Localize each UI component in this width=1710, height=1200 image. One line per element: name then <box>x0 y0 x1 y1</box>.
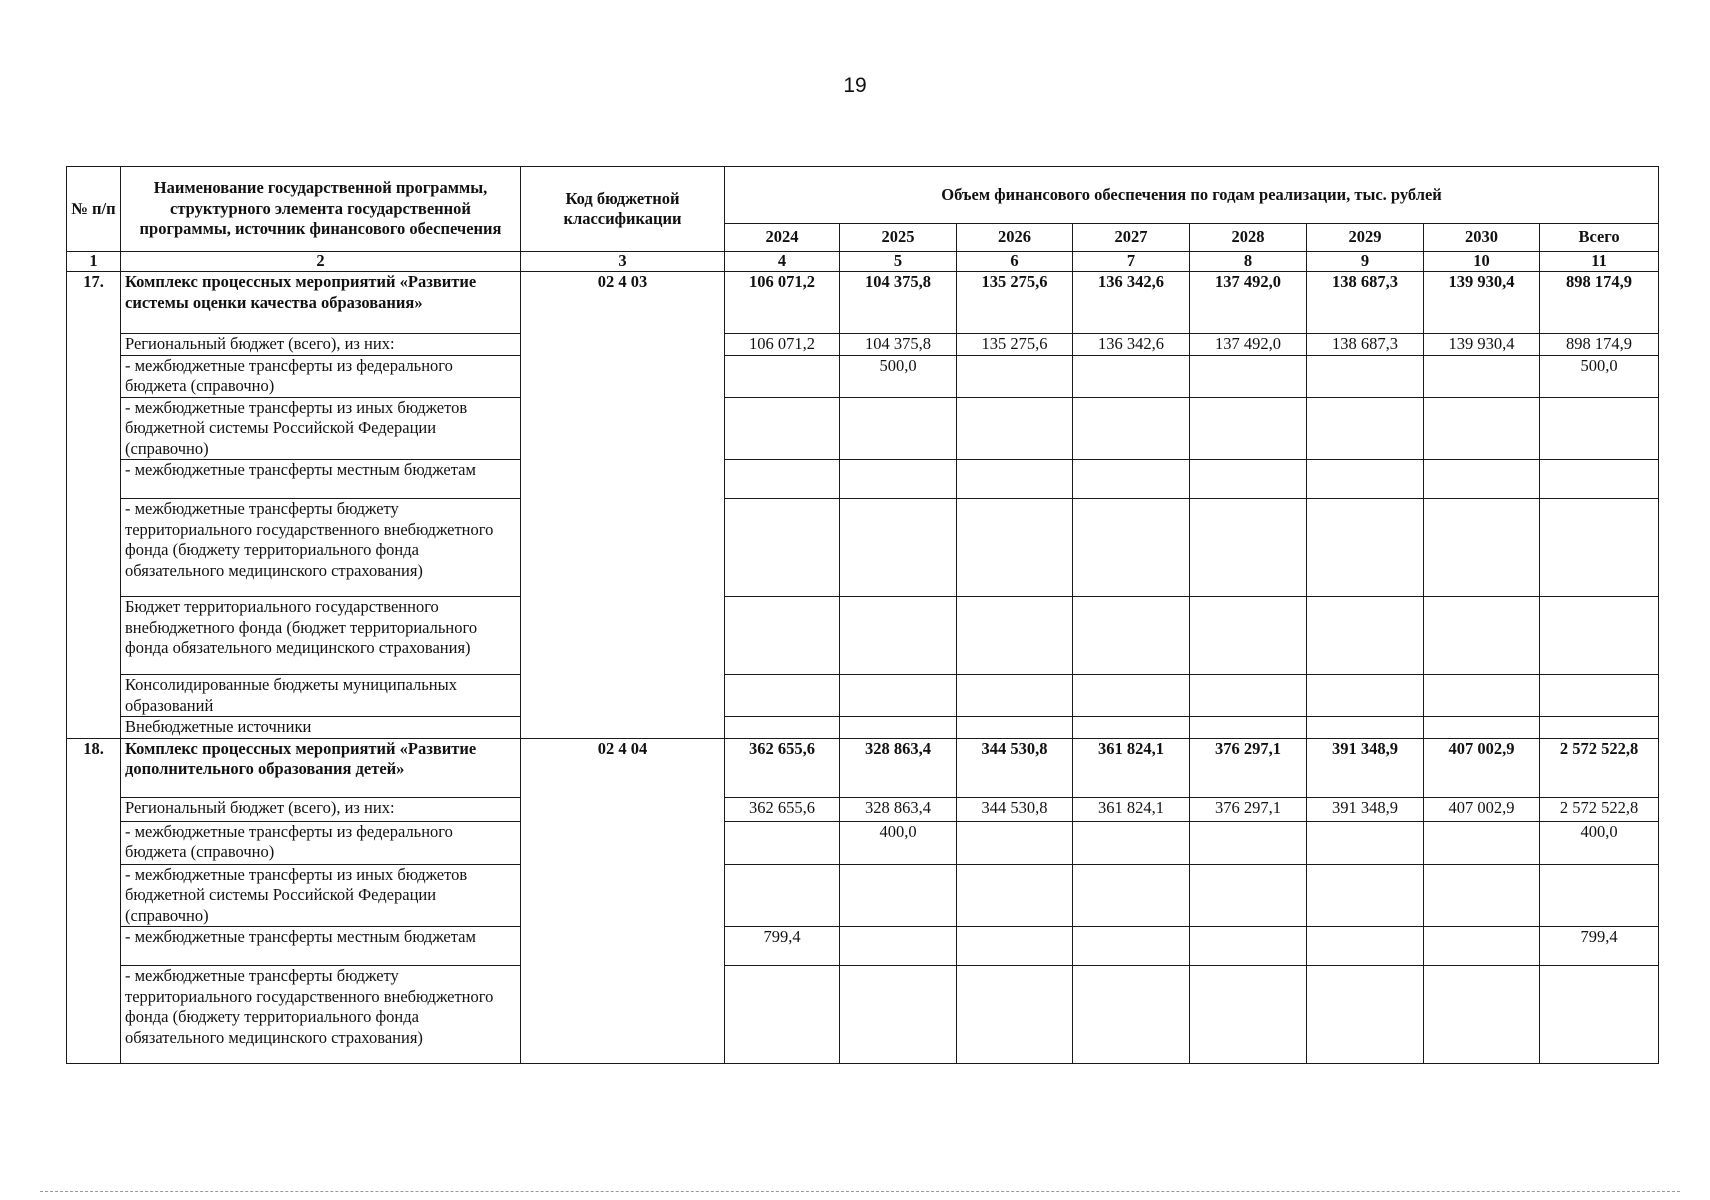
header-year: 2029 <box>1307 224 1424 252</box>
value-cell: 106 071,2 <box>725 272 840 334</box>
table-row <box>67 675 1659 717</box>
financing-table <box>66 166 1659 1064</box>
table-row <box>67 717 1659 739</box>
header-year: 2030 <box>1424 224 1540 252</box>
row-label: - межбюджетные трансферты из федерального бюджета (справочно) <box>121 355 521 397</box>
table-row <box>67 738 1659 797</box>
value-cell <box>957 675 1073 717</box>
value-cell <box>1424 717 1540 739</box>
value-cell <box>1307 717 1424 739</box>
value-cell <box>725 821 840 864</box>
value-cell <box>840 675 957 717</box>
value-cell: 328 863,4 <box>840 738 957 797</box>
table-row <box>67 864 1659 927</box>
value-cell <box>1190 499 1307 597</box>
value-cell <box>1073 927 1190 966</box>
header-year: 2025 <box>840 224 957 252</box>
row-label: Консолидированные бюджеты муниципальных образований <box>121 675 521 717</box>
column-number: 8 <box>1190 252 1307 272</box>
value-cell <box>1540 864 1659 927</box>
row-label: - межбюджетные трансферты бюджету территориального государственного внебюджетного фонда (бюджету территориального фонда обязательного медицинского страхования) <box>121 966 521 1064</box>
value-cell <box>1073 499 1190 597</box>
value-cell <box>1073 821 1190 864</box>
value-cell <box>1073 675 1190 717</box>
value-cell <box>957 597 1073 675</box>
value-cell <box>957 717 1073 739</box>
value-cell: 376 297,1 <box>1190 797 1307 821</box>
value-cell <box>1540 717 1659 739</box>
table-row <box>67 460 1659 499</box>
row-label: Комплекс процессных мероприятий «Развитие системы оценки качества образования» <box>121 272 521 334</box>
row-label: - межбюджетные трансферты из иных бюджетов бюджетной системы Российской Федерации (справочно) <box>121 397 521 460</box>
value-cell <box>1307 675 1424 717</box>
value-cell <box>1424 966 1540 1064</box>
value-cell: 391 348,9 <box>1307 738 1424 797</box>
value-cell <box>725 864 840 927</box>
value-cell <box>840 597 957 675</box>
value-cell <box>1073 966 1190 1064</box>
value-cell <box>1540 460 1659 499</box>
value-cell: 344 530,8 <box>957 797 1073 821</box>
value-cell: 136 342,6 <box>1073 334 1190 356</box>
table-row <box>67 334 1659 356</box>
value-cell: 407 002,9 <box>1424 797 1540 821</box>
value-cell <box>840 397 957 460</box>
value-cell <box>1424 460 1540 499</box>
value-cell: 391 348,9 <box>1307 797 1424 821</box>
value-cell <box>1190 675 1307 717</box>
value-cell: 138 687,3 <box>1307 272 1424 334</box>
value-cell <box>840 460 957 499</box>
value-cell <box>1190 717 1307 739</box>
value-cell <box>725 499 840 597</box>
value-cell <box>1073 355 1190 397</box>
column-number: 2 <box>121 252 521 272</box>
header-volume: Объем финансового обеспечения по годам реализации, тыс. рублей <box>725 167 1659 224</box>
row-label: - межбюджетные трансферты из иных бюджетов бюджетной системы Российской Федерации (справочно) <box>121 864 521 927</box>
value-cell <box>1190 966 1307 1064</box>
value-cell <box>1540 966 1659 1064</box>
value-cell <box>1424 355 1540 397</box>
value-cell: 135 275,6 <box>957 334 1073 356</box>
value-cell <box>1190 397 1307 460</box>
column-number: 3 <box>521 252 725 272</box>
value-cell <box>1190 821 1307 864</box>
value-cell <box>1424 597 1540 675</box>
value-cell: 137 492,0 <box>1190 334 1307 356</box>
row-number: 18. <box>67 738 121 1064</box>
value-cell <box>725 355 840 397</box>
value-cell: 139 930,4 <box>1424 334 1540 356</box>
value-cell <box>840 966 957 1064</box>
value-cell <box>725 675 840 717</box>
value-cell <box>957 499 1073 597</box>
header-year: 2027 <box>1073 224 1190 252</box>
value-cell: 362 655,6 <box>725 738 840 797</box>
value-cell: 799,4 <box>1540 927 1659 966</box>
table-row <box>67 927 1659 966</box>
value-cell: 344 530,8 <box>957 738 1073 797</box>
value-cell <box>1307 397 1424 460</box>
value-cell <box>1424 499 1540 597</box>
value-cell: 106 071,2 <box>725 334 840 356</box>
value-cell: 136 342,6 <box>1073 272 1190 334</box>
value-cell <box>1073 597 1190 675</box>
value-cell <box>1190 597 1307 675</box>
value-cell <box>957 927 1073 966</box>
table-header <box>67 167 1659 252</box>
row-label: - межбюджетные трансферты местным бюджетам <box>121 927 521 966</box>
value-cell <box>1190 927 1307 966</box>
value-cell: 898 174,9 <box>1540 272 1659 334</box>
value-cell <box>1190 355 1307 397</box>
value-cell <box>957 460 1073 499</box>
value-cell <box>1190 460 1307 499</box>
value-cell <box>957 966 1073 1064</box>
column-number: 5 <box>840 252 957 272</box>
value-cell <box>725 397 840 460</box>
value-cell <box>840 864 957 927</box>
value-cell <box>1307 927 1424 966</box>
table-row <box>67 355 1659 397</box>
table-row <box>67 397 1659 460</box>
value-cell <box>957 397 1073 460</box>
value-cell <box>1540 397 1659 460</box>
row-label: Бюджет территориального государственного внебюджетного фонда (бюджет территориального фонда обязательного медицинского страхования) <box>121 597 521 675</box>
value-cell: 104 375,8 <box>840 272 957 334</box>
value-cell: 500,0 <box>1540 355 1659 397</box>
value-cell: 898 174,9 <box>1540 334 1659 356</box>
page-number: 19 <box>843 74 867 97</box>
table-row <box>67 821 1659 864</box>
value-cell <box>1307 499 1424 597</box>
header-code: Код бюджетной классификации <box>521 167 725 252</box>
row-label: - межбюджетные трансферты из федерального бюджета (справочно) <box>121 821 521 864</box>
table-row <box>67 966 1659 1064</box>
value-cell <box>840 499 957 597</box>
header-year: 2026 <box>957 224 1073 252</box>
value-cell: 361 824,1 <box>1073 797 1190 821</box>
value-cell: 361 824,1 <box>1073 738 1190 797</box>
value-cell <box>1424 397 1540 460</box>
value-cell: 328 863,4 <box>840 797 957 821</box>
value-cell: 376 297,1 <box>1190 738 1307 797</box>
value-cell <box>1424 675 1540 717</box>
table-body <box>67 252 1659 1064</box>
value-cell: 139 930,4 <box>1424 272 1540 334</box>
header-year: 2028 <box>1190 224 1307 252</box>
column-number: 9 <box>1307 252 1424 272</box>
value-cell <box>1307 355 1424 397</box>
value-cell <box>1073 864 1190 927</box>
value-cell: 104 375,8 <box>840 334 957 356</box>
value-cell: 2 572 522,8 <box>1540 797 1659 821</box>
value-cell: 137 492,0 <box>1190 272 1307 334</box>
value-cell <box>840 927 957 966</box>
value-cell <box>1424 821 1540 864</box>
table-row <box>67 797 1659 821</box>
row-label: Внебюджетные источники <box>121 717 521 739</box>
header-year: 2024 <box>725 224 840 252</box>
table-row <box>67 499 1659 597</box>
row-label: Региональный бюджет (всего), из них: <box>121 797 521 821</box>
value-cell: 362 655,6 <box>725 797 840 821</box>
value-cell <box>1073 717 1190 739</box>
value-cell: 500,0 <box>840 355 957 397</box>
value-cell <box>1307 864 1424 927</box>
value-cell <box>725 717 840 739</box>
value-cell <box>725 597 840 675</box>
column-number: 11 <box>1540 252 1659 272</box>
header-name: Наименование государственной программы, структурного элемента государственной программы, источник финансового обеспечения <box>121 167 521 252</box>
budget-code: 02 4 04 <box>521 738 725 1064</box>
value-cell <box>1307 821 1424 864</box>
value-cell <box>1073 397 1190 460</box>
value-cell <box>1540 675 1659 717</box>
value-cell <box>1540 499 1659 597</box>
row-label: - межбюджетные трансферты бюджету территориального государственного внебюджетного фонда (бюджету территориального фонда обязательного медицинского страхования) <box>121 499 521 597</box>
column-number: 6 <box>957 252 1073 272</box>
value-cell <box>725 460 840 499</box>
value-cell: 2 572 522,8 <box>1540 738 1659 797</box>
header-year: Всего <box>1540 224 1659 252</box>
row-label: Комплекс процессных мероприятий «Развитие дополнительного образования детей» <box>121 738 521 797</box>
value-cell <box>1307 460 1424 499</box>
column-number: 7 <box>1073 252 1190 272</box>
value-cell <box>1073 460 1190 499</box>
table-row <box>67 272 1659 334</box>
value-cell <box>725 966 840 1064</box>
value-cell <box>957 821 1073 864</box>
column-number: 1 <box>67 252 121 272</box>
row-number: 17. <box>67 272 121 739</box>
column-number: 4 <box>725 252 840 272</box>
value-cell <box>1540 597 1659 675</box>
value-cell: 138 687,3 <box>1307 334 1424 356</box>
value-cell: 400,0 <box>1540 821 1659 864</box>
page-bottom-rule <box>40 1191 1680 1192</box>
value-cell <box>957 864 1073 927</box>
value-cell <box>1424 864 1540 927</box>
value-cell: 407 002,9 <box>1424 738 1540 797</box>
value-cell <box>1307 966 1424 1064</box>
value-cell <box>957 355 1073 397</box>
value-cell: 799,4 <box>725 927 840 966</box>
column-number: 10 <box>1424 252 1540 272</box>
value-cell <box>840 717 957 739</box>
header-row-number: № п/п <box>67 167 121 252</box>
value-cell <box>1307 597 1424 675</box>
value-cell: 400,0 <box>840 821 957 864</box>
budget-code: 02 4 03 <box>521 272 725 739</box>
row-label: Региональный бюджет (всего), из них: <box>121 334 521 356</box>
table-row <box>67 597 1659 675</box>
row-label: - межбюджетные трансферты местным бюджетам <box>121 460 521 499</box>
value-cell <box>1424 927 1540 966</box>
value-cell: 135 275,6 <box>957 272 1073 334</box>
value-cell <box>1190 864 1307 927</box>
